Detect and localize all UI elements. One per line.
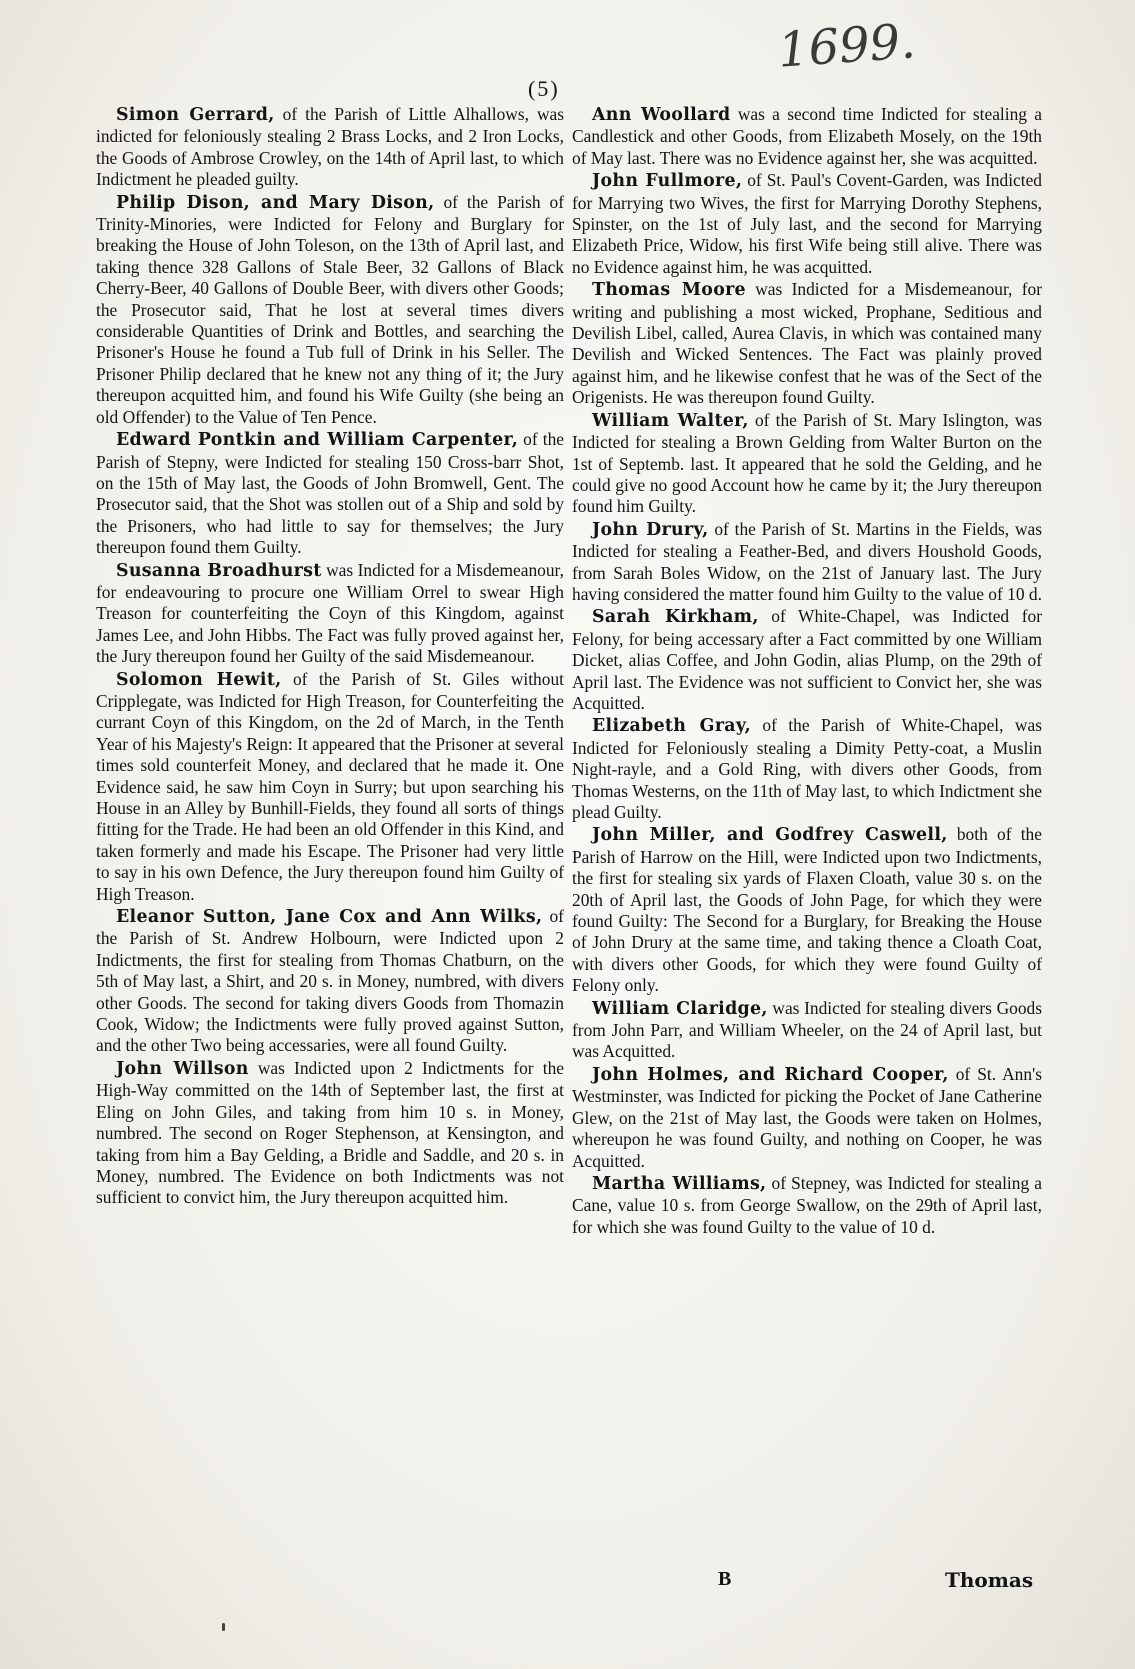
defendant-name: Simon Gerrard, <box>116 105 275 125</box>
defendant-name: William Claridge, <box>592 998 768 1019</box>
defendant-name: William Walter, <box>592 410 749 431</box>
entry-text: was Indicted for a Misdemeanour, for writing and publishing a most wicked, Prophane, Seditious and Devilish Libel, called, Aurea Clavis, in which was contained many Devilish and Wicked Sentences. The Fact was plainly proved against him, and he likewise confest that he was of the Sect of the Origenists. He was thereupon found Guilty. <box>572 279 1042 408</box>
defendant-name: John Willson <box>116 1058 249 1079</box>
defendant-name: Solomon Hewit, <box>116 669 282 690</box>
entry-text: was Indicted upon 2 Indictments for the High-Way committed on the 14th of September last, the first at Eling on John Giles, and taking from him 10 s. in Money, numbred. The second on Roger Stephenson, at Kensington, and taking from him a Bay Gelding, a Bridle and Saddle, and 20 s. in Money, numbred. The Evidence on both Indictments was not sufficient to convict him, the Jury thereupon acquitted him. <box>96 1057 564 1208</box>
defendant-name: Martha Williams, <box>592 1173 767 1194</box>
trial-entry <box>572 1064 1042 1172</box>
entry-text: of the Parish of St. Martins in the Fields, was Indicted for stealing a Feather-Bed, and divers Houshold Goods, from Sarah Boles Widow, on the 21st of January last. The Jury having considered the matter found him Guilty to the value of 10 d. <box>572 518 1042 604</box>
defendant-name: John Fullmore, <box>592 171 743 192</box>
trial-entry <box>96 429 564 558</box>
trial-entry <box>572 1173 1042 1238</box>
entry-text: of the Parish of Trinity-Minories, were Indicted for Felony and Burglary for breaking the House of John Toleson, on the 13th of April last, and taking thence 328 Gallons of Stale Beer, 32 Gallons of Black Cherry-Beer, 40 Gallons of Double Beer, with divers other Goods; the Prosecutor said, That he lost at several times divers considerable Quantities of Drink and Bottles, and searching the Prisoner's House he found a Tub full of Drink in his Seller. The Prisoner Philip declared that he knew not any thing of it; the Jury thereupon acquitted him, and found his Wife Guilty (she being an old Offender) to the Value of Ten Pence. <box>96 191 564 427</box>
catchword: Thomas <box>945 1568 1034 1592</box>
handwritten-year-note: 1699. <box>776 13 918 79</box>
trial-entry <box>96 669 564 905</box>
defendant-name: Philip Dison, and Mary Dison, <box>116 192 435 213</box>
entry-text: was a second time Indicted for stealing a Candlestick and other Goods, from Elizabeth Mosely, on the 19th of May last. There was no Evidence against her, she was acquitted. <box>572 104 1042 168</box>
left-column <box>96 104 564 1210</box>
trial-entry <box>572 606 1042 714</box>
entry-text: of the Parish of St. Andrew Holbourn, were Indicted upon 2 Indictments, the first for stealing from Thomas Chatburn, on the 5th of May last, a Shirt, and 20 s. in Money, numbred, with divers other Goods. The second for taking divers Goods from Thomazin Cook, Widow; the Indictments were fully proved against Sutton, and the other Two being accessaries, were all found Guilty. <box>96 906 564 1056</box>
defendant-name: Edward Pontkin and William Carpenter, <box>116 430 519 451</box>
entry-text: of the Parish of St. Mary Islington, was Indicted for stealing a Brown Gelding from Walter Burton on the 1st of Septemb. last. It appeared that he sold the Gelding, and he could give no good Account how he came by it; the Jury thereupon found him Guilty. <box>572 409 1042 517</box>
entry-text: of Stepney, was Indicted for stealing a Cane, value 10 s. from George Swallow, on the 29th of April last, for which she was found Guilty to the value of 10 d. <box>572 1172 1042 1237</box>
trial-entry <box>96 1058 564 1209</box>
entry-text: of the Parish of Stepny, were Indicted for stealing 150 Cross-barr Shot, on the 15th of May last, the Goods of John Bromwell, Gent. The Prosecutor said, that the Shot was stollen out of a Ship and sold by the Prisoners, who had little to say for themselves; the Jury thereupon found them Guilty. <box>96 429 564 558</box>
defendant-name: Susanna Broadhurst <box>116 560 322 581</box>
entry-text: was Indicted for a Misdemeanour, for endeavouring to procure one William Orrel to swear High Treason for counterfeiting the Coyn of this Kingdom, against James Lee, and John Hibbs. The Fact was fully proved against her, the Jury thereupon found her Guilty of the said Misdemeanour. <box>96 559 564 667</box>
trial-entry <box>572 519 1042 606</box>
trial-entry <box>572 279 1042 408</box>
defendant-name: Ann Woollard <box>592 105 731 125</box>
defendant-name: Sarah Kirkham, <box>592 607 759 628</box>
page-footer <box>0 1568 1135 1608</box>
trial-entry <box>96 104 564 191</box>
trial-entry <box>96 192 564 428</box>
defendant-name: Thomas Moore <box>592 280 746 301</box>
entry-text: of White-Chapel, was Indicted for Felony, for being accessary after a Fact committed by one William Dicket, alias Coffee, and John Godin, alias Plump, on the 29th of April last. The Evidence was not sufficient to Convict her, she was Acquitted. <box>572 606 1042 713</box>
defendant-name: John Drury, <box>592 519 709 540</box>
trial-entry <box>96 560 564 668</box>
defendant-name: John Miller, and Godfrey Caswell, <box>592 825 948 846</box>
ink-speck <box>222 1623 225 1631</box>
trial-entry <box>572 715 1042 823</box>
trial-entry <box>572 170 1042 278</box>
entry-text: of St. Ann's Westminster, was Indicted for picking the Pocket of Jane Catherine Glew, on the 21st of May last, the Goods were taken on Holmes, whereupon he was found Guilty, and nothing on Cooper, he was Acquitted. <box>572 1063 1042 1171</box>
right-column <box>572 104 1042 1239</box>
trial-entry <box>572 824 1042 996</box>
trial-entry <box>96 906 564 1057</box>
defendant-name: John Holmes, and Richard Cooper, <box>592 1064 949 1085</box>
entry-text: was Indicted for stealing divers Goods from John Parr, and William Wheeler, on the 24 of April last, but was Acquitted. <box>572 997 1042 1062</box>
trial-entry <box>572 410 1042 518</box>
entry-text: both of the Parish of Harrow on the Hill, were Indicted upon two Indictments, the first for stealing six yards of Flaxen Cloath, value 30 s. on the 20th of April last, the Goods of John Page, for which they were found Guilty: The Second for a Burglary, for Breaking the House of John Drury at the same time, and taking thence a Cloath Coat, with divers other Goods, for which they were found Guilty of Felony only. <box>572 824 1042 996</box>
signature-mark: B <box>718 1568 732 1590</box>
trial-entry <box>572 104 1042 169</box>
page-number: (5) <box>528 76 560 101</box>
defendant-name: Eleanor Sutton, Jane Cox and Ann Wilks, <box>116 907 543 928</box>
entry-text: of the Parish of St. Giles without Cripplegate, was Indicted for High Treason, for Counterfeiting the currant Coyn of this Kingdom, on the 2d of March, in the Tenth Year of his Majesty's Reign: It appeared that the Prisoner at several times sold counterfeit Money, and declared that he made it. One Evidence said, he saw him Coyn in Surry; but upon searching his House in an Alley by Bunhill-Fields, they found all sorts of things fitting for the Trade. He had been an old Offender in this Kind, and taken formerly and made his Escape. The Prisoner had very little to say in his own Defence, the Jury thereupon found him Guilty of High Treason. <box>96 668 564 904</box>
defendant-name: Elizabeth Gray, <box>592 716 751 737</box>
entry-text: of St. Paul's Covent-Garden, was Indicted for Marrying two Wives, the first for Marrying Dorothy Stephens, Spinster, on the 1st of July last, and the second for Marrying Elizabeth Price, Widow, his first Wife being still alive. There was no Evidence against him, he was acquitted. <box>572 170 1042 277</box>
entry-text: of the Parish of White-Chapel, was Indicted for Feloniously stealing a Dimity Petty-coat, a Muslin Night-rayle, and a Gold Ring, with divers other Goods, from Thomas Westerns, on the 11th of May last, to which Indictment she plead Guilty. <box>572 715 1042 822</box>
entry-text: of the Parish of Little Alhallows, was indicted for feloniously stealing 2 Brass Locks, and 2 Iron Locks, the Goods of Ambrose Crowley, on the 14th of April last, to which Indictment he pleaded guilty. <box>96 104 564 190</box>
trial-entry <box>572 998 1042 1063</box>
